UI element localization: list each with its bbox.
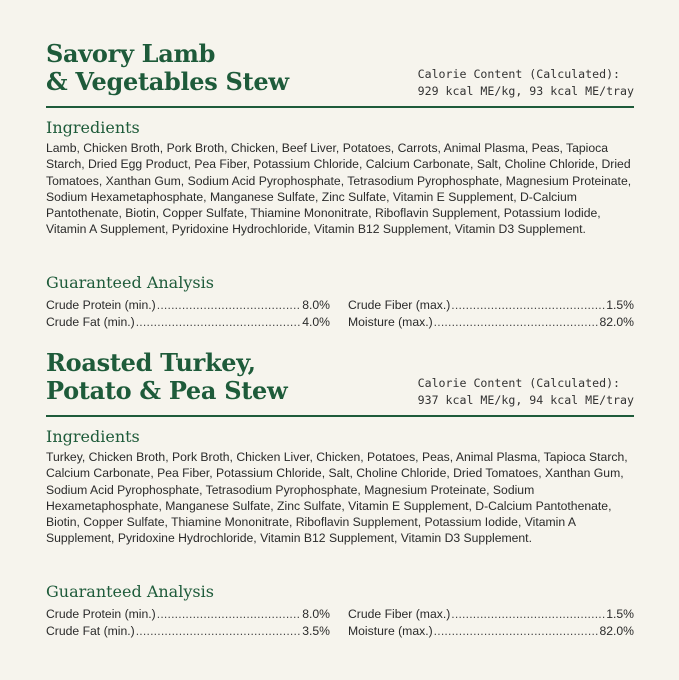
analysis-label: Moisture (max.) xyxy=(348,315,433,329)
analysis-label: Crude Fiber (max.) xyxy=(348,298,451,312)
analysis-label: Moisture (max.) xyxy=(348,624,433,638)
ingredients-heading: Ingredients xyxy=(46,427,140,446)
analysis-item xyxy=(46,297,330,313)
product-title-line-1: Savory Lamb xyxy=(46,39,216,68)
dot-leader xyxy=(157,297,301,313)
analysis-item xyxy=(46,314,330,330)
analysis-value: 82.0% xyxy=(599,315,634,329)
product-title xyxy=(46,349,366,405)
analysis-label: Crude Fat (min.) xyxy=(46,315,135,329)
analysis-item xyxy=(46,623,330,639)
analysis-value: 82.0% xyxy=(599,624,634,638)
analysis-item xyxy=(348,297,634,313)
analysis-item xyxy=(348,314,634,330)
dot-leader xyxy=(434,623,599,639)
analysis-value: 1.5% xyxy=(606,298,634,312)
product-title-line-1: Roasted Turkey, xyxy=(46,348,256,377)
product-section-turkey xyxy=(46,348,634,638)
calorie-content xyxy=(418,66,634,100)
dot-leader xyxy=(451,606,605,622)
calorie-label: Calorie Content (Calculated): xyxy=(417,67,621,81)
analysis-label: Crude Fat (min.) xyxy=(46,624,135,638)
analysis-item xyxy=(348,606,634,622)
analysis-label: Crude Protein (min.) xyxy=(46,298,156,312)
dot-leader xyxy=(434,314,599,330)
dot-leader xyxy=(451,297,605,313)
divider-rule xyxy=(46,415,634,417)
analysis-value: 8.0% xyxy=(302,298,330,312)
analysis-value: 1.5% xyxy=(606,607,634,621)
ingredients-text: Turkey, Chicken Broth, Pork Broth, Chicken Liver, Chicken, Potatoes, Peas, Animal Plasma, Tapioca Starch, Calcium Carbonate, Pea Fiber, Potassium Chloride, Salt, Choline Chloride, Dried Tomatoes, Xanthan Gum, Sodium Acid Pyrophosphate, Tetrasodium Pyrophosphate, Magnesium Proteinate, Sodium Hexametaphosphate, Manganese Sulfate, Zinc Sulfate, Vitamin E Supplement, D-Calcium Pantothenate, Biotin, Copper Sulfate, Thiamine Mononitrate, Riboflavin Supplement, Potassium Iodide, Vitamin A Supplement, Pyridoxine Hydrochloride, Vitamin B12 Supplement, Vitamin D3 Supplement. xyxy=(46,450,628,546)
dot-leader xyxy=(157,606,301,622)
product-title xyxy=(46,40,366,96)
analysis-value: 4.0% xyxy=(302,315,330,329)
analysis-heading: Guaranteed Analysis xyxy=(46,582,214,601)
analysis-row xyxy=(46,606,634,622)
calorie-label: Calorie Content (Calculated): xyxy=(417,376,621,390)
ingredients-heading: Ingredients xyxy=(46,118,140,137)
analysis-value: 3.5% xyxy=(302,624,330,638)
ingredients-text: Lamb, Chicken Broth, Pork Broth, Chicken, Beef Liver, Potatoes, Carrots, Animal Plasma, Peas, Tapioca Starch, Dried Egg Product, Pea Fiber, Potassium Chloride, Calcium Carbonate, Salt, Choline Chloride, Dried Tomatoes, Xanthan Gum, Sodium Acid Pyrophosphate, Tetrasodium Pyrophosphate, Magnesium Proteinate, Sodium Hexametaphosphate, Manganese Sulfate, Zinc Sulfate, Vitamin E Supplement, D-Calcium Pantothenate, Biotin, Copper Sulfate, Thiamine Mononitrate, Riboflavin Supplement, Potassium Iodide, Vitamin A Supplement, Pyridoxine Hydrochloride, Vitamin B12 Supplement, Vitamin D3 Supplement. xyxy=(46,141,632,237)
product-title-line-2: & Vegetables Stew xyxy=(46,67,289,96)
analysis-item xyxy=(46,606,330,622)
dot-leader xyxy=(136,623,302,639)
analysis-row xyxy=(46,314,634,330)
analysis-row xyxy=(46,623,634,639)
product-section-lamb xyxy=(46,39,634,329)
calorie-value: 937 kcal ME/kg, 94 kcal ME/tray xyxy=(417,393,634,407)
analysis-label: Crude Protein (min.) xyxy=(46,607,156,621)
dot-leader xyxy=(136,314,302,330)
divider-rule xyxy=(46,106,634,108)
calorie-value: 929 kcal ME/kg, 93 kcal ME/tray xyxy=(417,84,634,98)
analysis-item xyxy=(348,623,634,639)
product-title-line-2: Potato & Pea Stew xyxy=(46,376,288,405)
analysis-value: 8.0% xyxy=(302,607,330,621)
analysis-row xyxy=(46,297,634,313)
calorie-content xyxy=(418,375,634,409)
analysis-heading: Guaranteed Analysis xyxy=(46,273,214,292)
analysis-label: Crude Fiber (max.) xyxy=(348,607,451,621)
